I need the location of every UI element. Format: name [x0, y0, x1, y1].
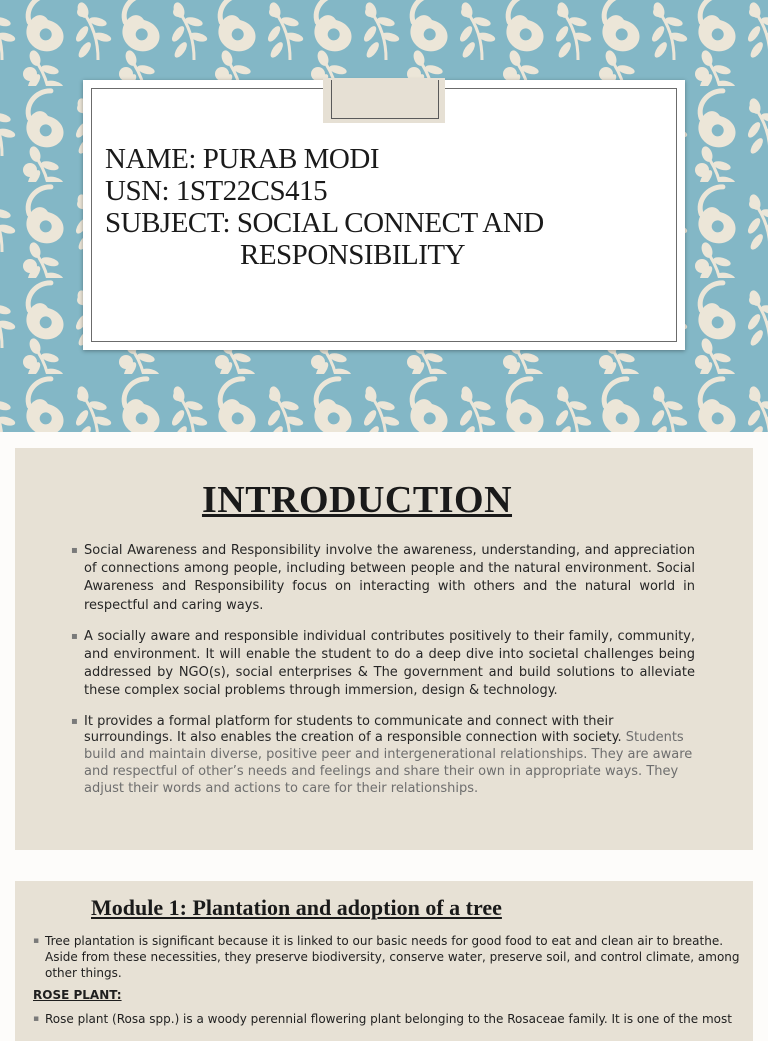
title-text — [105, 143, 665, 271]
bullet-dot-icon: ▪ — [33, 936, 40, 946]
title-card — [83, 80, 685, 350]
subject-line: SUBJECT: SOCIAL CONNECT AND — [105, 207, 544, 239]
name-line: NAME: PURAB MODI — [105, 143, 379, 175]
bullet-dot-icon: ▪ — [71, 545, 78, 556]
module-bullet-2-text: Rose plant (Rosa spp.) is a woody perennial flowering plant belonging to the Rosaceae family. It is one of the most — [45, 1012, 732, 1027]
intro-bullet-1 — [71, 542, 695, 615]
module-bullet-2 — [33, 1012, 743, 1028]
title-slide — [0, 0, 768, 432]
module-1-slide — [15, 881, 753, 1041]
intro-bullet-3-text: It provides a formal platform for students to communicate and connect with their surroundings. It also enables the creation of a responsible connection with society. — [84, 713, 622, 746]
intro-bullet-3-muted: Students build and maintain diverse, positive peer and intergenerational relationships. They are aware and respectful of other’s needs and feelings and share their own in appropriate ways. They adjust their words and actions to care for their relationships. — [84, 730, 693, 796]
usn-line: USN: 1ST22CS415 — [105, 175, 328, 207]
intro-bullet-2-text: A socially aware and responsible individual contributes positively to their family, community, and environment. It will enable the student to do a deep dive into societal challenges being addressed by NGO(s), social enterprises & The government and build solutions to alleviate these complex social problems through immersion, design & technology. — [84, 628, 695, 699]
intro-bullet-3 — [71, 714, 695, 798]
bullet-dot-icon: ▪ — [33, 1014, 40, 1025]
bullet-dot-icon: ▪ — [71, 715, 78, 727]
intro-bullet-1-text: Social Awareness and Responsibility involve the awareness, understanding, and appreciation of connections among people, including between people and the natural environment. Social Awareness and Responsibility focus on interacting with others and the natural world in respectful and caring ways. — [84, 543, 695, 613]
module-title: Module 1: Plantation and adoption of a tree — [91, 895, 502, 920]
introduction-slide — [15, 448, 753, 850]
module-bullets — [33, 934, 743, 1028]
card-tab-inner — [331, 80, 439, 119]
rose-plant-heading: ROSE PLANT: — [33, 988, 122, 1003]
bullet-dot-icon: ▪ — [71, 630, 78, 642]
subject-line-cont: RESPONSIBILITY — [240, 239, 466, 271]
introduction-title: INTRODUCTION — [201, 479, 513, 521]
module-bullet-1-text: Tree plantation is significant because it is linked to our basic needs for good food to eat and clean air to breathe. Aside from these necessities, they preserve biodiversity, conserve water, preserve soil, and control climate, among other things. — [45, 934, 740, 980]
introduction-bullets — [71, 542, 695, 811]
intro-bullet-2 — [71, 628, 695, 701]
module-bullet-1 — [33, 934, 743, 981]
